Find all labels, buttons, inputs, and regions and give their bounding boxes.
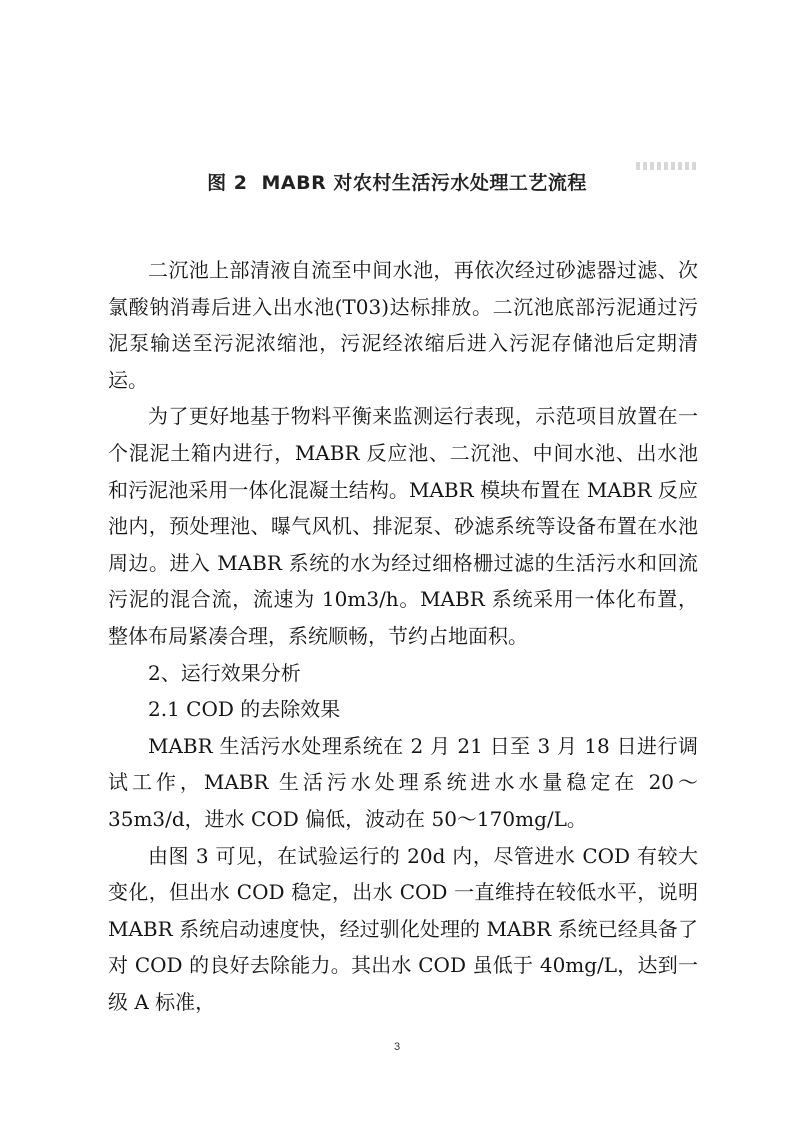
figure-caption — [0, 168, 794, 195]
body-text — [108, 252, 698, 1020]
paragraph-secondary-clarifier: 二沉池上部清液自流至中间水池，再依次经过砂滤器过滤、次氯酸钠消毒后进入出水池(T03)达标排放。二沉池底部污泥通过污泥泵输送至污泥浓缩池，污泥经浓缩后进入污泥存储池后定期清运。 — [108, 258, 698, 392]
figure-label: 图 2 — [207, 172, 248, 194]
paragraph-commissioning: MABR 生活污水处理系统在 2 月 21 日至 3 月 18 日进行调试工作，MABR 生活污水处理系统进水水量稳定在 20～35m3/d，进水 COD 偏低，波动在 50～170mg/L。 — [108, 733, 698, 831]
subsection-heading-cod-removal: 2.1 COD 的去除效果 — [148, 697, 341, 722]
section-heading-operation-analysis: 2、运行效果分析 — [148, 660, 301, 685]
scan-artifact-mark — [636, 162, 698, 170]
figure-title: MABR 对农村生活污水处理工艺流程 — [261, 172, 587, 194]
paragraph-figure3-analysis: 由图 3 可见，在试验运行的 20d 内，尽管进水 COD 有较大变化，但出水 COD 稳定，出水 COD 一直维持在较低水平，说明 MABR 系统启动速度快，经过驯化处理的 MABR 系统已经具备了对 COD 的良好去除能力。其出水 COD 虽低于 40mg/L，达到一级 A 标准， — [108, 843, 698, 1014]
page-number: 3 — [393, 1041, 401, 1053]
paragraph-project-layout: 为了更好地基于物料平衡来监测运行表现，示范项目放置在一个混泥土箱内进行，MABR 反应池、二沉池、中间水池、出水池和污泥池采用一体化混凝土结构。MABR 模块布置在 MABR 反应池内，预处理池、曝气风机、排泥泵、砂滤系统等设备布置在水池周边。进入 MABR 系统的水为经过细格栅过滤的生活污水和回流污泥的混合流，流速为 10m3/h。MABR 系统采用一体化布置，整体布局紧凑合理，系统顺畅，节约占地面积。 — [108, 404, 698, 648]
